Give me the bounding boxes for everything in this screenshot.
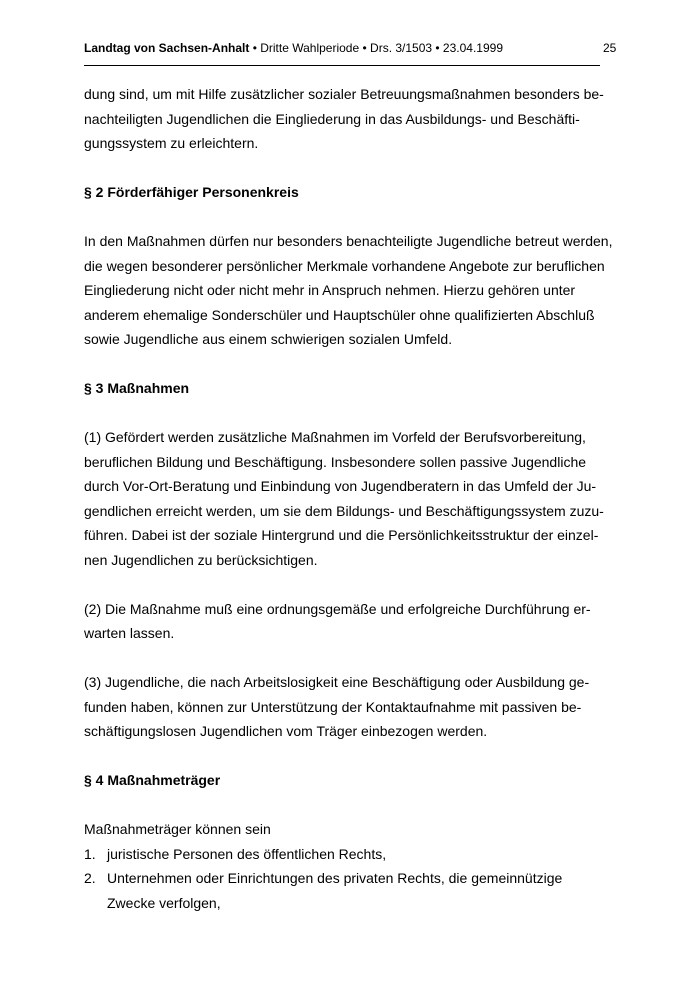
text-line: anderem ehemalige Sonderschüler und Hauptschüler ohne qualifizierten Abschluß (84, 306, 595, 323)
list-intro: Maßnahmeträger können sein (84, 821, 271, 837)
text-line: warten lassen. (84, 625, 175, 641)
section-heading-3: § 3 Maßnahmen (84, 380, 190, 396)
text-line: Unternehmen oder Einrichtungen des privaten Rechts, die gemeinnützige (107, 870, 563, 886)
header-rule (84, 65, 600, 66)
section-2-paragraph (84, 229, 614, 352)
text-line: (1) Gefördert werden zusätzliche Maßnahmen im Vorfeld der Berufsvorbereitung, (84, 429, 586, 445)
list-number: 1. (84, 845, 96, 862)
text-line: (3) Jugendliche, die nach Arbeitslosigkeit eine Beschäftigung oder Ausbildung ge- (84, 674, 590, 690)
section-3-paragraph-1 (84, 425, 614, 572)
intro-paragraph (84, 82, 614, 156)
text-line: Zwecke verfolgen, (107, 894, 221, 911)
section-heading-2: § 2 Förderfähiger Personenkreis (84, 184, 299, 200)
page-number: 25 (603, 41, 617, 55)
header-citation (84, 40, 503, 56)
text-line: Eingliederung nicht oder nicht mehr in Anspruch nehmen. Hierzu gehören unter (84, 282, 576, 298)
list-item (84, 866, 614, 915)
text-line: sowie Jugendliche aus einem schwierigen sozialen Umfeld. (84, 331, 453, 347)
document-body (84, 82, 614, 915)
section-3-paragraph-2 (84, 597, 614, 646)
text-line: In den Maßnahmen dürfen nur besonders benachteiligte Jugendliche betreut werden, (84, 233, 613, 249)
text-line: beruflichen Bildung und Beschäftigung. Insbesondere sollen passive Jugendliche (84, 453, 587, 470)
text-line: gendlichen erreicht werden, um sie dem Bildungs- und Beschäftigungssystem zuzu- (84, 502, 604, 519)
text-line: durch Vor-Ort-Beratung und Einbindung von Jugendberatern in das Umfeld der Ju- (84, 478, 597, 494)
text-line: führen. Dabei ist der soziale Hintergrund und die Persönlichkeitsstruktur der einzel- (84, 527, 599, 543)
section-3-paragraph-3 (84, 670, 614, 744)
text-line: die wegen besonderer persönlicher Merkmale vorhandene Angebote zur beruflichen (84, 257, 605, 274)
list-item (84, 842, 614, 867)
text-line: funden haben, können zur Unterstützung der Kontaktaufnahme mit passiven be- (84, 698, 582, 715)
text-line: nen Jugendlichen zu berücksichtigen. (84, 551, 318, 568)
text-line: gungssystem zu erleichtern. (84, 135, 259, 151)
section-heading-4: § 4 Maßnahmeträger (84, 772, 221, 788)
text-line: schäftigungslosen Jugendlichen vom Träger einbezogen werden. (84, 723, 488, 739)
header-period: • Dritte Wahlperiode • Drs. 3/1503 • 23.04.1999 (249, 41, 503, 55)
text-line: dung sind, um mit Hilfe zusätzlicher sozialer Betreuungsmaßnahmen besonders be- (84, 86, 604, 102)
text-line: nachteiligten Jugendlichen die Eingliederung in das Ausbildungs- und Beschäfti- (84, 110, 580, 127)
header-parliament: Landtag von Sachsen-Anhalt (84, 41, 250, 55)
text-line: juristische Personen des öffentlichen Rechts, (107, 845, 387, 862)
list-number: 2. (84, 870, 96, 886)
text-line: (2) Die Maßnahme muß eine ordnungsgemäße und erfolgreiche Durchführung er- (84, 600, 591, 617)
